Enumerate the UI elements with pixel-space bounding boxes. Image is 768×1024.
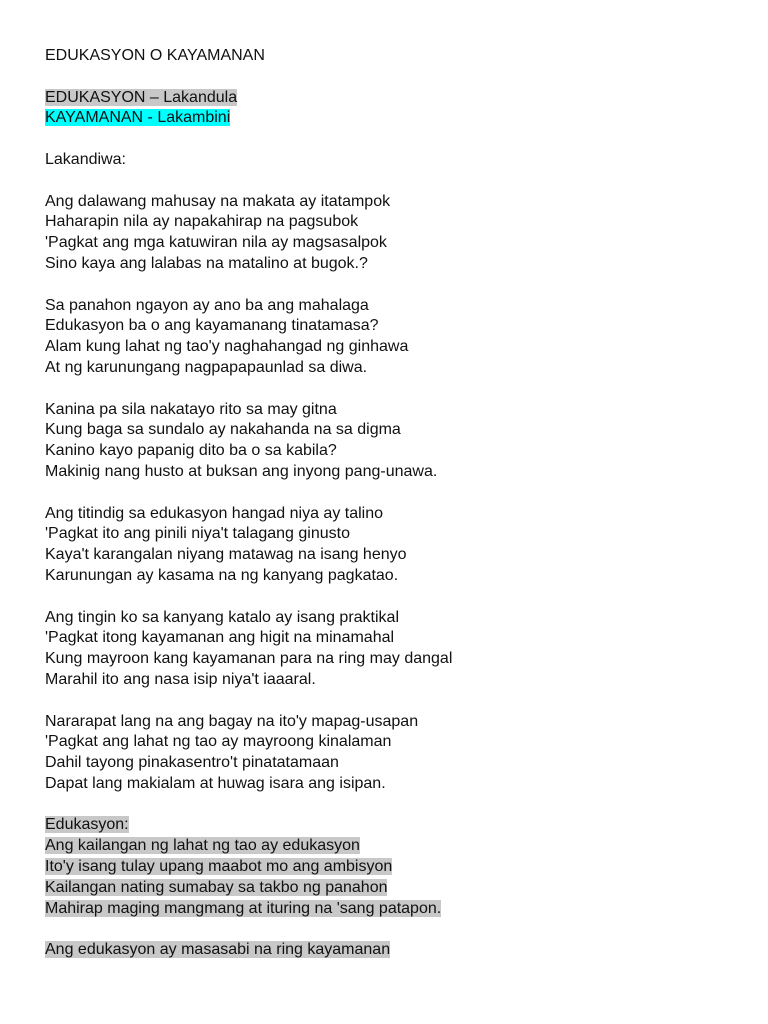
- edukasyon-line-text: Ito'y isang tulay upang maabot mo ang ambisyon: [45, 858, 393, 876]
- poem-line: Kaya't karangalan niyang matawag na isang henyo: [45, 546, 407, 564]
- blank-line: [45, 691, 745, 712]
- blank-line: [45, 275, 745, 296]
- edukasyon-label: Edukasyon:: [45, 816, 129, 834]
- edukasyon-line: [45, 878, 745, 899]
- poem-line: Makinig nang husto at buksan ang inyong pang-unawa.: [45, 462, 438, 480]
- poem-line: Karunungan ay kasama na ng kanyang pagkatao.: [45, 566, 399, 584]
- speaker-label: Lakandiwa:: [45, 150, 126, 168]
- blank-line: [45, 587, 745, 608]
- last-line-text: Ang edukasyon ay masasabi na ring kayamanan: [45, 941, 391, 959]
- edukasyon-line-text: Mahirap maging mangmang at ituring na 'sang patapon.: [45, 899, 442, 917]
- edukasyon-label-line: [45, 815, 745, 836]
- edukasyon-line-text: Kailangan nating sumabay sa takbo ng panahon: [45, 878, 388, 896]
- blank-line: [45, 67, 745, 88]
- poem-line: Sino kaya ang lalabas na matalino at bugok.?: [45, 254, 368, 272]
- document-title: EDUKASYON O KAYAMANAN: [45, 47, 265, 64]
- blank-line: [45, 171, 745, 192]
- poem-line: Alam kung lahat ng tao'y naghahangad ng ginhawa: [45, 338, 409, 356]
- edukasyon-line-text: Ang kailangan ng lahat ng tao ay edukasyon: [45, 837, 360, 855]
- poem-line: Edukasyon ba o ang kayamanang tinatamasa?: [45, 317, 379, 335]
- role-edukasyon: [45, 88, 745, 109]
- edukasyon-line: [45, 836, 745, 857]
- poem-line: Nararapat lang na ang bagay na ito'y mapag-usapan: [45, 712, 419, 730]
- blank-line: [45, 379, 745, 400]
- poem-line: Ang titindig sa edukasyon hangad niya ay talino: [45, 504, 384, 522]
- blank-line: [45, 919, 745, 940]
- poem-line: Dapat lang makialam at huwag isara ang isipan.: [45, 774, 386, 792]
- edukasyon-line: [45, 857, 745, 878]
- poem-line: 'Pagkat itong kayamanan ang higit na minamahal: [45, 629, 395, 647]
- poem-line: Ang tingin ko sa kanyang katalo ay isang praktikal: [45, 608, 399, 626]
- role-kayamanan: [45, 108, 745, 129]
- poem-line: Haharapin nila ay napakahirap na pagsubok: [45, 213, 359, 231]
- blank-line: [45, 483, 745, 504]
- edukasyon-line: [45, 899, 745, 920]
- blank-line: [45, 795, 745, 816]
- poem-line: 'Pagkat ang mga katuwiran nila ay magsasalpok: [45, 234, 387, 252]
- poem-line: Ang dalawang mahusay na makata ay itatampok: [45, 192, 391, 210]
- poem-line: Kanino kayo papanig dito ba o sa kabila?: [45, 442, 337, 460]
- poem-line: Kung mayroon kang kayamanan para na ring may dangal: [45, 650, 453, 668]
- role-kayamanan-text: KAYAMANAN - Lakambini: [45, 109, 231, 127]
- poem-line: Marahil ito ang nasa isip niya't iaaaral.: [45, 670, 316, 688]
- poem-line: At ng karunungang nagpapapaunlad sa diwa.: [45, 358, 368, 376]
- last-line: [45, 940, 745, 961]
- poem-line: Dahil tayong pinakasentro't pinatatamaan: [45, 754, 339, 772]
- poem-line: Kanina pa sila nakatayo rito sa may gitna: [45, 400, 337, 418]
- document-page: [45, 46, 745, 961]
- poem-line: Sa panahon ngayon ay ano ba ang mahalaga: [45, 296, 369, 314]
- poem-line: 'Pagkat ang lahat ng tao ay mayroong kinalaman: [45, 733, 392, 751]
- blank-line: [45, 129, 745, 150]
- poem-line: Kung baga sa sundalo ay nakahanda na sa digma: [45, 421, 401, 439]
- role-edukasyon-text: EDUKASYON – Lakandula: [45, 88, 238, 106]
- poem-line: 'Pagkat ito ang pinili niya't talagang ginusto: [45, 525, 350, 543]
